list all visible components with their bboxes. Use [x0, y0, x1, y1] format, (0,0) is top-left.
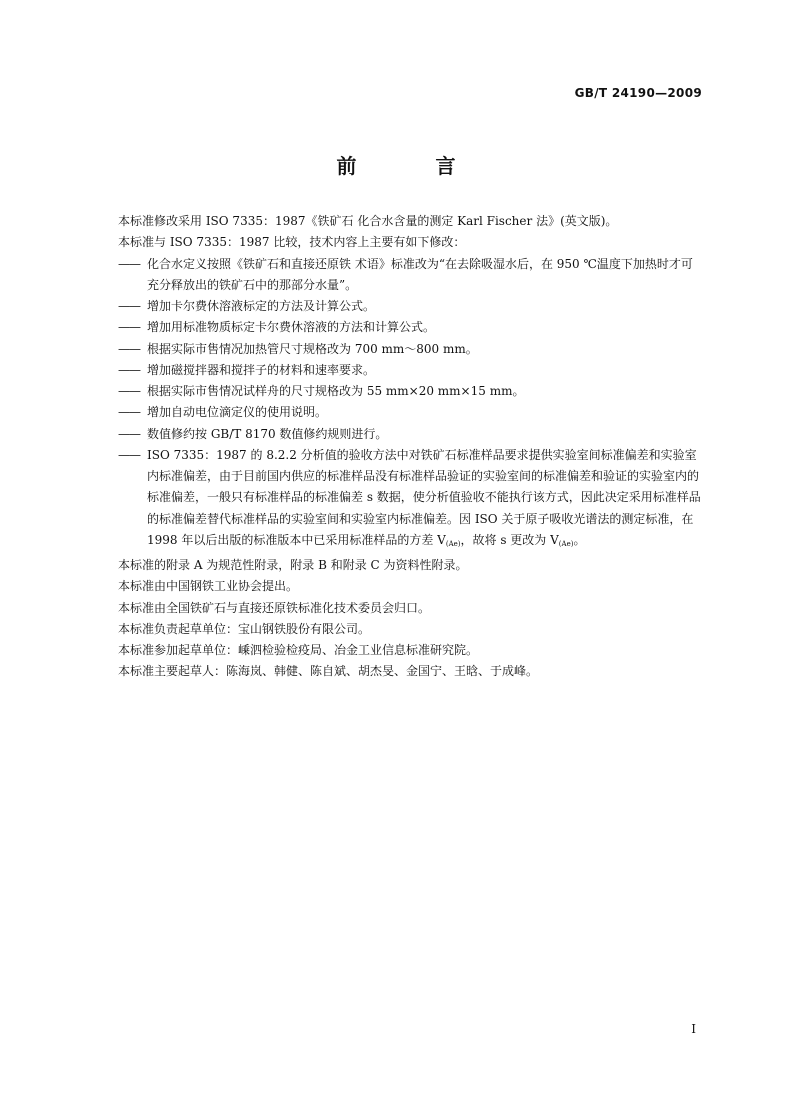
- page-number: I: [691, 1022, 696, 1036]
- list-item: [118, 339, 703, 360]
- foreword-body: [118, 211, 703, 683]
- list-item: [118, 317, 703, 338]
- list-item-text-main: ISO 7335：1987 的 8.2.2 分析值的验收方法中对铁矿石标准样品要求提供实验室间标准偏差和实验室内标准偏差，由于目前国内供应的标准样品没有标准样品验证的实验室间的标准偏差和验证的实验室内的标准偏差，一般只有标准样品的标准偏差 s 数据，使分析值验收不能执行该方式，因此决定采用标准样品的标准偏差替代标准样品的实验室间和实验室内标准偏差。因 ISO 关于原子吸收光谱法的测定标准，在 1998 年以后出版的标准版本中已采用标准样品的方差 V: [147, 447, 701, 547]
- list-dash: ——: [118, 320, 140, 335]
- list-dash: ——: [118, 299, 140, 313]
- paragraph: 本标准主要起草人：陈海岚、韩健、陈自斌、胡杰旻、金国宁、王晗、于成峰。: [118, 664, 539, 679]
- list-item-text: 根据实际市售情况加热管尺寸规格改为 700 mm～800 mm。: [147, 341, 478, 356]
- list-item: [118, 381, 703, 402]
- subscript: (Ae): [445, 539, 461, 548]
- list-item-text: 化合水定义按照《铁矿石和直接还原铁 术语》标准改为“在去除吸湿水后，在 950 ℃温度下加热时才可充分释放出的铁矿石中的那部分水量”。: [147, 256, 693, 292]
- list-dash: ——: [118, 405, 140, 420]
- list-item-text: 根据实际市售情况试样舟的尺寸规格改为 55 mm×20 mm×15 mm。: [147, 384, 525, 398]
- list-item-text: 增加用标准物质标定卡尔费休溶液的方法和计算公式。: [147, 320, 436, 335]
- list-item: [118, 254, 703, 297]
- standard-code: GB/T 24190—2009: [574, 86, 702, 100]
- list-item: [118, 424, 703, 445]
- subscript: (Ae): [558, 539, 574, 548]
- paragraph: 本标准由中国钢铁工业协会提出。: [118, 579, 299, 594]
- paragraph: 本标准负责起草单位：宝山钢铁股份有限公司。: [118, 621, 371, 636]
- list-item-text: 增加磁搅拌器和搅拌子的材料和速率要求。: [147, 362, 376, 377]
- list-item: [118, 445, 703, 555]
- paragraph: 本标准修改采用 ISO 7335：1987《铁矿石 化合水含量的测定 Karl Fischer 法》(英文版)。: [118, 214, 618, 228]
- list-item: [118, 360, 703, 381]
- list-dash: ——: [118, 447, 140, 462]
- paragraph: 本标准与 ISO 7335：1987 比较，技术内容上主要有如下修改：: [118, 235, 466, 250]
- paragraph: 本标准参加起草单位：嵊泗检验检疫局、冶金工业信息标准研究院。: [118, 643, 479, 657]
- paragraph: 本标准由全国铁矿石与直接还原铁标准化技术委员会归口。: [118, 600, 431, 615]
- page-title: 前 言: [336, 154, 492, 178]
- list-item-text: 增加卡尔费休溶液标定的方法及计算公式。: [147, 299, 376, 313]
- list-item: [118, 402, 703, 423]
- list-dash: ——: [118, 426, 140, 441]
- paragraph: 本标准的附录 A 为规范性附录，附录 B 和附录 C 为资料性附录。: [118, 558, 468, 572]
- list-dash: ——: [118, 256, 140, 271]
- list-item: [118, 296, 703, 317]
- list-dash: ——: [118, 384, 140, 398]
- list-item-text: [147, 445, 703, 555]
- list-dash: ——: [118, 362, 140, 377]
- list-item-text-mid: ，故将 s 更改为 V: [460, 532, 559, 547]
- list-item-text-end: 。: [573, 532, 586, 547]
- list-item-text: 数值修约按 GB/T 8170 数值修约规则进行。: [147, 426, 388, 441]
- list-item-text: 增加自动电位滴定仪的使用说明。: [147, 405, 328, 420]
- list-dash: ——: [118, 341, 140, 356]
